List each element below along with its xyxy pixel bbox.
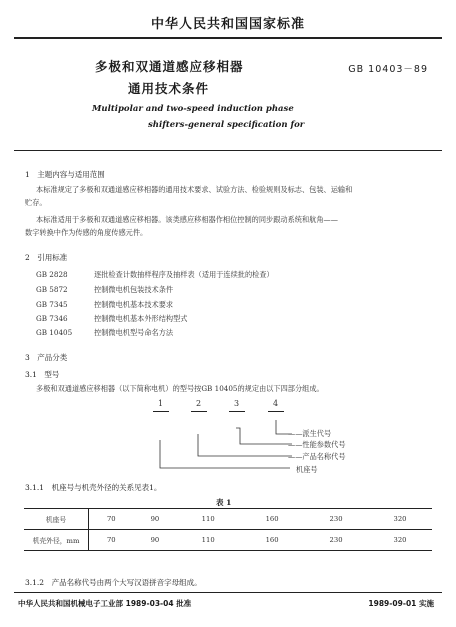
reference-item bbox=[36, 270, 274, 280]
reference-code: GB 10405 bbox=[36, 328, 73, 337]
table-1 bbox=[24, 508, 432, 551]
title-rule bbox=[14, 150, 442, 151]
section-3-1-heading: 3.1 型号 bbox=[25, 370, 60, 379]
digit-underline bbox=[268, 411, 284, 412]
reference-title: 逐批检查计数抽样程序及抽样表（适用于连续批的检查） bbox=[94, 270, 274, 279]
table-cell: 90 bbox=[134, 530, 177, 551]
table-cell: 70 bbox=[89, 509, 134, 530]
section-3-1-2: 3.1.2 产品名称代号由两个大写汉语拼音字母组成。 bbox=[25, 578, 202, 587]
model-digit: 1 bbox=[158, 399, 164, 408]
footer-rule bbox=[14, 592, 442, 593]
digit-underline bbox=[191, 411, 207, 412]
table-cell: 230 bbox=[304, 530, 368, 551]
section-1-heading: 1 主题内容与适用范围 bbox=[25, 170, 105, 179]
section-1-p2-line2: 数字转换中作为传感的角度传感元件。 bbox=[25, 228, 148, 237]
model-legend-item: ——产品名称代号 bbox=[288, 452, 346, 461]
reference-title: 控制微电机包装技术条件 bbox=[94, 285, 174, 294]
table-row bbox=[24, 509, 432, 530]
model-digit: 4 bbox=[273, 399, 279, 408]
reference-title: 控制微电机基本外形结构型式 bbox=[94, 314, 188, 323]
footer-effective-date: 1989-09-01 实施 bbox=[368, 599, 434, 608]
section-1-p2-line1: 本标准适用于多极和双通道感应移相器。该类感应移相器作相位控制的同步跟动系统和航角—— bbox=[36, 215, 338, 224]
table-row-label: 机座号 bbox=[24, 509, 89, 530]
standard-header: 中华人民共和国国家标准 bbox=[150, 17, 305, 32]
footer-approval: 中华人民共和国机械电子工业部 1989-03-04 批准 bbox=[18, 599, 192, 608]
section-1-p1-line1: 本标准规定了多极和双通道感应移相器的通用技术要求、试验方法、检验规则及标志、包装、运输和 bbox=[36, 185, 353, 194]
model-legend-item: ——派生代号 bbox=[288, 429, 332, 438]
model-legend-item: ——性能参数代号 bbox=[288, 440, 346, 449]
model-legend-lines bbox=[0, 420, 456, 490]
reference-item bbox=[36, 328, 173, 338]
model-digit: 2 bbox=[196, 399, 202, 408]
table-row-label: 机壳外径，mm bbox=[24, 530, 89, 551]
header-rule bbox=[14, 37, 442, 39]
section-1-p1-line2: 贮存。 bbox=[25, 198, 47, 207]
table-cell: 160 bbox=[240, 530, 304, 551]
title-en-line2: shifters-general specification for bbox=[148, 120, 305, 130]
reference-title: 控制微电机型号命名方法 bbox=[94, 328, 174, 337]
reference-item bbox=[36, 314, 187, 324]
table-cell: 110 bbox=[176, 530, 240, 551]
section-3-1-1: 3.1.1 机座号与机壳外径的关系见表1。 bbox=[25, 483, 162, 492]
table-row bbox=[24, 530, 432, 551]
model-digit: 3 bbox=[234, 399, 240, 408]
reference-code: GB 5872 bbox=[36, 285, 68, 294]
table-cell: 230 bbox=[304, 509, 368, 530]
table-caption: 表 1 bbox=[216, 498, 232, 507]
table-cell: 110 bbox=[176, 509, 240, 530]
standard-code: GB 10403－89 bbox=[348, 64, 428, 75]
digit-underline bbox=[153, 411, 169, 412]
reference-item bbox=[36, 285, 173, 295]
table-cell: 320 bbox=[368, 509, 432, 530]
title-cn-line2: 通用技术条件 bbox=[128, 81, 210, 96]
reference-code: GB 2828 bbox=[36, 270, 68, 279]
reference-code: GB 7345 bbox=[36, 300, 68, 309]
section-2-heading: 2 引用标准 bbox=[25, 253, 68, 262]
digit-underline bbox=[229, 411, 245, 412]
table-cell: 160 bbox=[240, 509, 304, 530]
table-cell: 320 bbox=[368, 530, 432, 551]
title-cn-line1: 多极和双通道感应移相器 bbox=[95, 59, 244, 74]
title-en-line1: Multipolar and two-speed induction phase bbox=[92, 104, 294, 114]
reference-item bbox=[36, 300, 173, 310]
table-cell: 70 bbox=[89, 530, 134, 551]
model-legend-item: 机座号 bbox=[296, 465, 318, 474]
table-cell: 90 bbox=[134, 509, 177, 530]
section-3-heading: 3 产品分类 bbox=[25, 353, 68, 362]
section-3-1-text: 多极和双通道感应移相器（以下简称电机）的型号按GB 10405的规定由以下四部分组成。 bbox=[36, 384, 324, 393]
reference-code: GB 7346 bbox=[36, 314, 68, 323]
reference-title: 控制微电机基本技术要求 bbox=[94, 300, 174, 309]
